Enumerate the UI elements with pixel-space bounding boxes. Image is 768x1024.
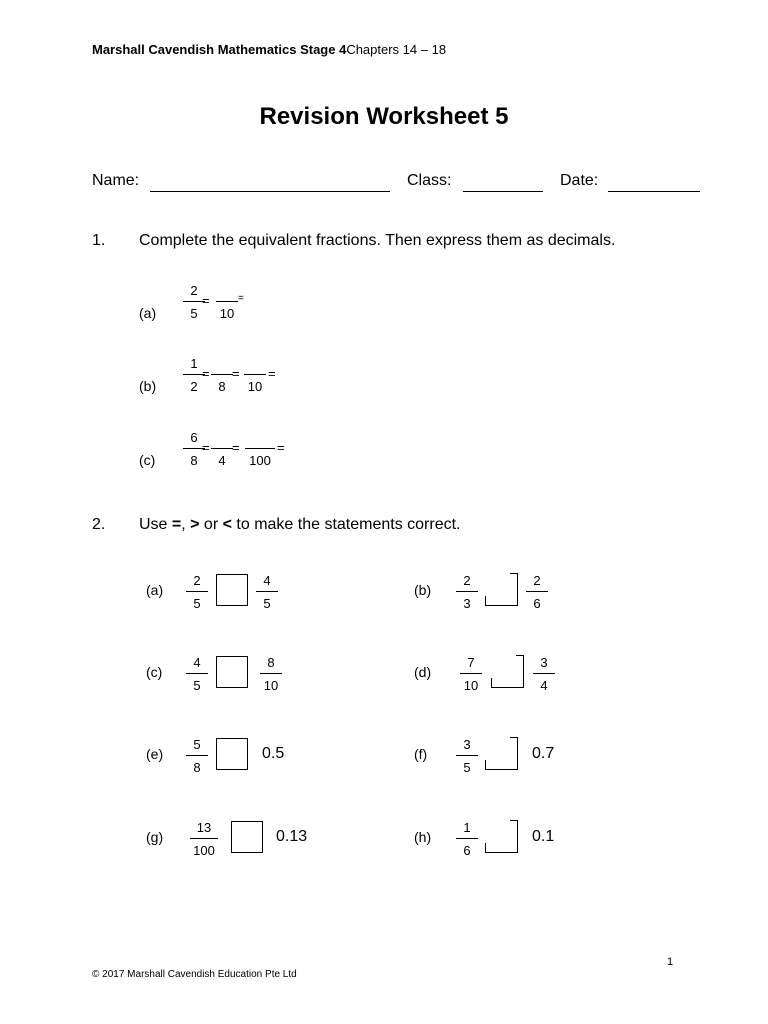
q2b-label: (b)	[414, 582, 432, 598]
q2a-right-fraction	[252, 573, 282, 611]
numerator: 3	[463, 737, 471, 752]
denominator: 2	[190, 379, 198, 394]
separator: or	[199, 516, 223, 533]
denominator: 5	[463, 760, 471, 775]
denominator: 8	[218, 379, 226, 394]
q2e-answer-box[interactable]	[216, 738, 248, 770]
q2f-label: (f)	[414, 746, 428, 762]
numerator: 2	[533, 573, 541, 588]
q2g-right-value: 0.13	[276, 828, 308, 845]
q1-number: 1.	[92, 232, 106, 249]
q2c-left-fraction	[182, 655, 212, 693]
q2b-right-fraction	[522, 573, 552, 611]
denominator: 4	[218, 453, 226, 468]
class-label: Class:	[407, 172, 452, 189]
symbol-greater: >	[190, 516, 200, 533]
page-number: 1	[667, 956, 674, 968]
denominator: 10	[263, 678, 279, 693]
q2f-left-fraction	[452, 737, 482, 775]
numerator: 3	[540, 655, 548, 670]
q2g-label: (g)	[146, 829, 164, 845]
q2c-answer-box[interactable]	[216, 656, 248, 688]
q2h-left-fraction	[452, 820, 482, 858]
denominator: 5	[263, 596, 271, 611]
numerator: 2	[190, 283, 198, 298]
numerator: 5	[193, 737, 201, 752]
date-label: Date:	[560, 172, 599, 189]
series-title: Marshall Cavendish Mathematics Stage 4	[92, 42, 347, 57]
numerator-blank	[240, 356, 270, 371]
equals-sign: =	[238, 293, 244, 304]
equals-sign: =	[202, 366, 210, 381]
q2d-label: (d)	[414, 664, 432, 680]
q2g-answer-box[interactable]	[231, 821, 263, 853]
denominator: 5	[193, 678, 201, 693]
denominator: 8	[193, 760, 201, 775]
q2d-right-fraction	[529, 655, 559, 693]
q2f-right-value: 0.7	[532, 745, 555, 762]
equals-sign: =	[277, 440, 285, 455]
separator: ,	[181, 516, 191, 533]
denominator: 6	[533, 596, 541, 611]
q1b-fraction-3[interactable]	[240, 356, 270, 394]
numerator: 6	[190, 430, 198, 445]
q1-text: Complete the equivalent fractions. Then express them as decimals.	[139, 232, 616, 249]
denominator: 4	[540, 678, 548, 693]
running-header	[92, 42, 446, 57]
q1b-label: (b)	[139, 378, 157, 394]
numerator: 8	[267, 655, 275, 670]
q2e-right-value: 0.5	[262, 745, 285, 762]
numerator: 7	[467, 655, 475, 670]
q2h-answer-box[interactable]	[486, 821, 518, 853]
q2-number: 2.	[92, 516, 106, 533]
chapters-range: Chapters 14 – 18	[346, 42, 447, 57]
q2f-answer-box[interactable]	[486, 738, 518, 770]
denominator: 3	[463, 596, 471, 611]
denominator: 5	[193, 596, 201, 611]
numerator: 2	[463, 573, 471, 588]
denominator: 10	[247, 379, 263, 394]
q2d-left-fraction	[456, 655, 486, 693]
numerator: 4	[263, 573, 271, 588]
worksheet-title: Revision Worksheet 5	[259, 103, 509, 130]
copyright-footer: © 2017 Marshall Cavendish Education Pte Ltd	[92, 969, 297, 980]
numerator: 1	[190, 356, 198, 371]
q2a-answer-box[interactable]	[216, 574, 248, 606]
denominator: 100	[249, 453, 271, 468]
q1c-label: (c)	[139, 452, 156, 468]
q2h-label: (h)	[414, 829, 432, 845]
denominator: 100	[193, 843, 215, 858]
q2e-label: (e)	[146, 746, 164, 762]
equals-sign: =	[268, 366, 276, 381]
equals-sign: =	[202, 293, 210, 308]
equals-sign: =	[232, 366, 240, 381]
name-label: Name:	[92, 172, 140, 189]
q2b-answer-box[interactable]	[486, 574, 518, 606]
name-field[interactable]	[150, 191, 390, 192]
denominator: 10	[463, 678, 479, 693]
q2e-left-fraction	[182, 737, 212, 775]
q2d-answer-box[interactable]	[492, 656, 524, 688]
symbol-equal: =	[171, 516, 182, 533]
denominator: 5	[190, 306, 198, 321]
denominator: 10	[219, 306, 235, 321]
numerator: 4	[193, 655, 201, 670]
q1c-fraction-3[interactable]	[241, 430, 279, 468]
q2b-left-fraction	[452, 573, 482, 611]
q2-text	[139, 516, 461, 534]
numerator: 1	[463, 820, 471, 835]
numerator: 2	[193, 573, 201, 588]
numerator: 13	[196, 820, 212, 835]
class-field[interactable]	[463, 191, 543, 192]
numerator-blank	[241, 430, 279, 445]
q2a-left-fraction	[182, 573, 212, 611]
q2c-label: (c)	[146, 664, 163, 680]
symbol-less: <	[222, 516, 232, 533]
q2c-right-fraction	[256, 655, 286, 693]
q2a-label: (a)	[146, 582, 164, 598]
equals-sign: =	[202, 440, 210, 455]
q2h-right-value: 0.1	[532, 828, 555, 845]
q2g-left-fraction	[186, 820, 222, 858]
denominator: 8	[190, 453, 198, 468]
q1a-label: (a)	[139, 305, 157, 321]
denominator: 6	[463, 843, 471, 858]
q2-text-suffix: to make the statements correct.	[231, 516, 461, 533]
q2-text-prefix: Use	[139, 516, 172, 533]
date-field[interactable]	[608, 191, 700, 192]
equals-sign: =	[232, 440, 240, 455]
